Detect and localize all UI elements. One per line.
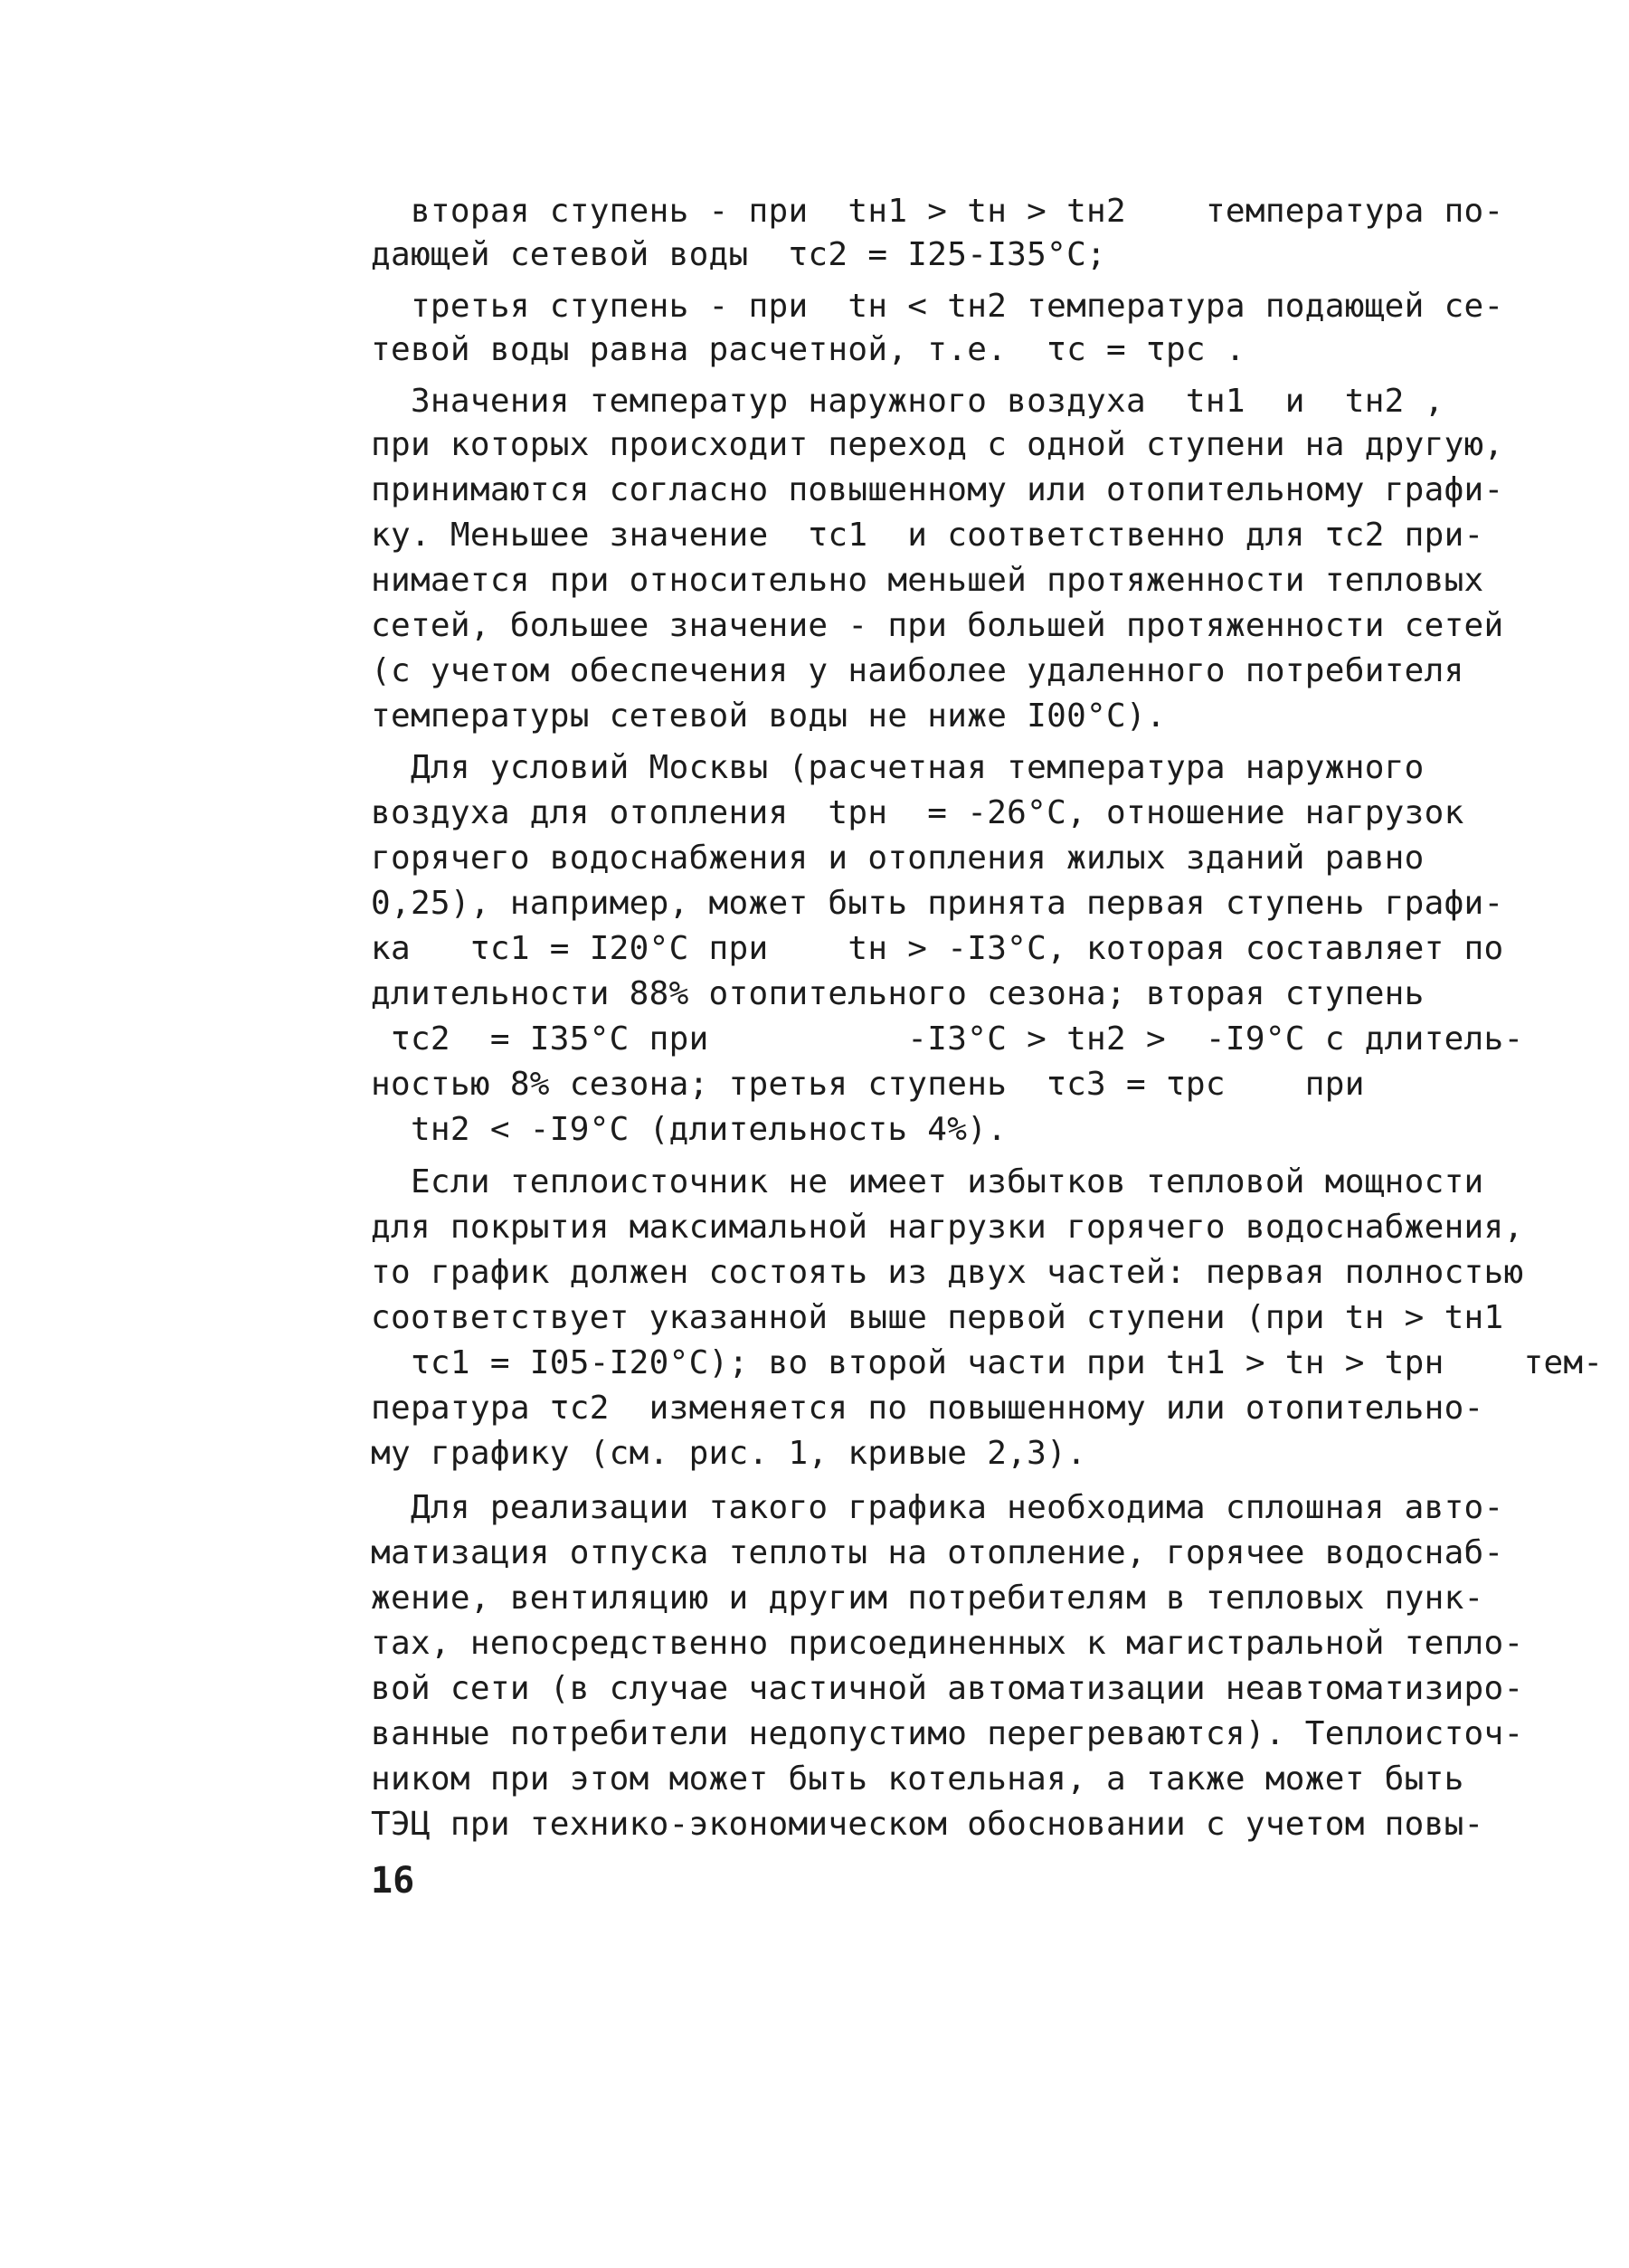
text-line: ванные потребители недопустимо перегреваются). Теплоисточ- bbox=[371, 1715, 1524, 1752]
text-line: Для условий Москвы (расчетная температура наружного bbox=[371, 749, 1425, 786]
text-line: для покрытия максимальной нагрузки горячего водоснабжения, bbox=[371, 1209, 1524, 1246]
text-line: нимается при относительно меньшей протяженности тепловых bbox=[371, 562, 1484, 599]
text-line: пература τс2 изменяется по повышенному или отопительно- bbox=[371, 1390, 1484, 1427]
text-line: дающей сетевой воды τс2 = I25-I35°С; bbox=[371, 236, 1107, 273]
text-line: принимаются согласно повышенному или отопительному графи- bbox=[371, 471, 1504, 508]
text-line: Значения температур наружного воздуха tн1 и tн2 , bbox=[371, 383, 1444, 420]
text-line: температуры сетевой воды не ниже I00°С). bbox=[371, 697, 1166, 735]
text-line: Для реализации такого графика необходима сплошная авто- bbox=[371, 1489, 1504, 1526]
page-number: 16 bbox=[371, 1860, 415, 1902]
text-line: соответствует указанной выше первой ступени (при tн > tн1 bbox=[371, 1299, 1504, 1336]
text-line: жение, вентиляцию и другим потребителям в тепловых пунк- bbox=[371, 1580, 1484, 1617]
text-line: вторая ступень - при tн1 > tн > tн2 температура по- bbox=[371, 193, 1504, 230]
text-line: то график должен состоять из двух частей: первая полностью bbox=[371, 1254, 1524, 1291]
text-line: му графику (см. рис. 1, кривые 2,3). bbox=[371, 1435, 1087, 1472]
text-line: tн2 < -I9°С (длительность 4%). bbox=[371, 1111, 1008, 1148]
text-line: горячего водоснабжения и отопления жилых зданий равно bbox=[371, 840, 1425, 877]
text-line: ку. Меньшее значение τс1 и соответственно для τс2 при- bbox=[371, 517, 1484, 554]
text-line: ником при этом может быть котельная, а также может быть bbox=[371, 1760, 1464, 1798]
text-line: при которых происходит переход с одной ступени на другую, bbox=[371, 426, 1504, 463]
text-line: тах, непосредственно присоединенных к магистральной тепло- bbox=[371, 1625, 1524, 1662]
text-line: 0,25), например, может быть принята первая ступень графи- bbox=[371, 885, 1504, 922]
text-line: сетей, большее значение - при большей протяженности сетей bbox=[371, 607, 1504, 644]
text-line: τс2 = I35°С при -I3°С > tн2 > -I9°С с длитель- bbox=[371, 1020, 1524, 1058]
text-line: тевой воды равна расчетной, т.е. τс = τрс . bbox=[371, 331, 1245, 368]
text-line: ка τс1 = I20°С при tн > -I3°С, которая составляет по bbox=[371, 930, 1504, 967]
text-line: матизация отпуска теплоты на отопление, горячее водоснаб- bbox=[371, 1534, 1504, 1571]
text-line: (с учетом обеспечения у наиболее удаленного потребителя bbox=[371, 652, 1464, 689]
text-line: третья ступень - при tн < tн2 температура подающей се- bbox=[371, 288, 1504, 325]
text-line: ностью 8% сезона; третья ступень τс3 = τрс при bbox=[371, 1066, 1365, 1103]
text-line: воздуха для отопления tрн = -26°С, отношение нагрузок bbox=[371, 794, 1464, 831]
text-line: длительности 88% отопительного сезона; вторая ступень bbox=[371, 975, 1425, 1012]
text-line: ТЭЦ при технико-экономическом обосновании с учетом повы- bbox=[371, 1806, 1484, 1843]
text-line: τс1 = I05-I20°С); во второй части при tн1 > tн > tрн тем- bbox=[371, 1344, 1604, 1381]
text-line: Если теплоисточник не имеет избытков тепловой мощности bbox=[371, 1163, 1484, 1200]
text-line: вой сети (в случае частичной автоматизации неавтоматизиро- bbox=[371, 1670, 1524, 1707]
